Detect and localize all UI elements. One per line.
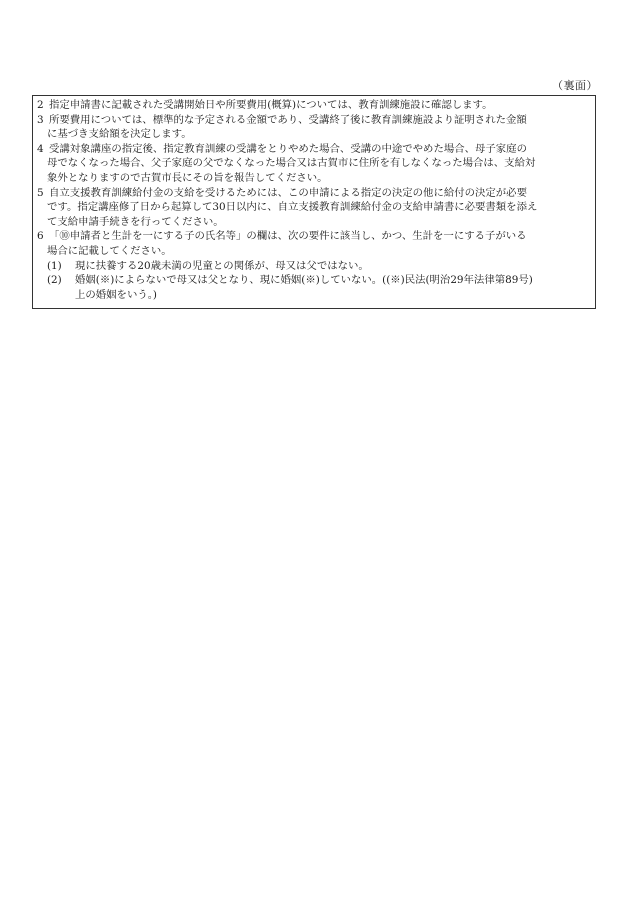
sub-note-item-2 (37, 273, 592, 302)
note-text: 指定申請書に記載された受講開始日や所要費用(概算)については、教育訓練施設に確認します。 (49, 99, 493, 111)
note-text-continued: 象外となりますので古賀市長にその旨を報告してください。 (47, 171, 328, 184)
note-number: 3 (37, 113, 44, 126)
note-item-5 (37, 186, 592, 230)
note-text-continued: 母でなくなった場合、父子家庭の父でなくなった場合又は古賀市に住所を有しなくなった場合は、支給対 (47, 157, 536, 170)
note-text-continued: 場合に記載してください。 (47, 244, 172, 257)
note-number: 2 (37, 99, 44, 111)
note-item-2 (37, 98, 592, 113)
sub-note-text: 婚姻(※)によらないで母又は父となり、現に婚姻(※)していない。((※)民法(明治29年法律第89号) (75, 274, 533, 287)
note-text-continued: です。指定講座修了日から起算して30日以内に、自立支援教育訓練給付金の支給申請書に必要書類を添え (47, 201, 538, 214)
sub-note-number: (1) (47, 259, 62, 272)
note-item-6 (37, 229, 592, 258)
sub-note-text-continued: 上の婚姻をいう。) (75, 288, 157, 301)
note-text-continued: て支給申請手続きを行ってください。 (47, 215, 224, 228)
sub-note-number: (2) (47, 274, 62, 287)
note-item-3 (37, 113, 592, 142)
note-item-4 (37, 142, 592, 186)
notes-box (32, 95, 596, 309)
sub-note-item-1 (37, 259, 592, 274)
note-text: 受講対象講座の指定後、指定教育訓練の受講をとりやめた場合、受講の中途でやめた場合、母子家庭の (49, 142, 527, 155)
note-text: 自立支援教育訓練給付金の支給を受けるためには、この申請による指定の決定の他に給付の決定が必要 (49, 186, 527, 199)
sub-note-text: 現に扶養する20歳未満の児童との関係が、母又は父ではない。 (75, 259, 369, 272)
note-number: 5 (37, 186, 44, 199)
note-text-continued: に基づき支給額を決定します。 (47, 128, 192, 141)
page-side-label: （裏面） (552, 79, 598, 92)
note-text: 「⑩申請者と生計を一にする子の氏名等」の欄は、次の要件に該当し、かつ、生計を一にする子がいる (49, 230, 527, 243)
note-number: 4 (37, 142, 44, 155)
note-text: 所要費用については、標準的な予定される金額であり、受講終了後に教育訓練施設より証明された金額 (49, 113, 527, 126)
note-number: 6 (37, 230, 44, 243)
